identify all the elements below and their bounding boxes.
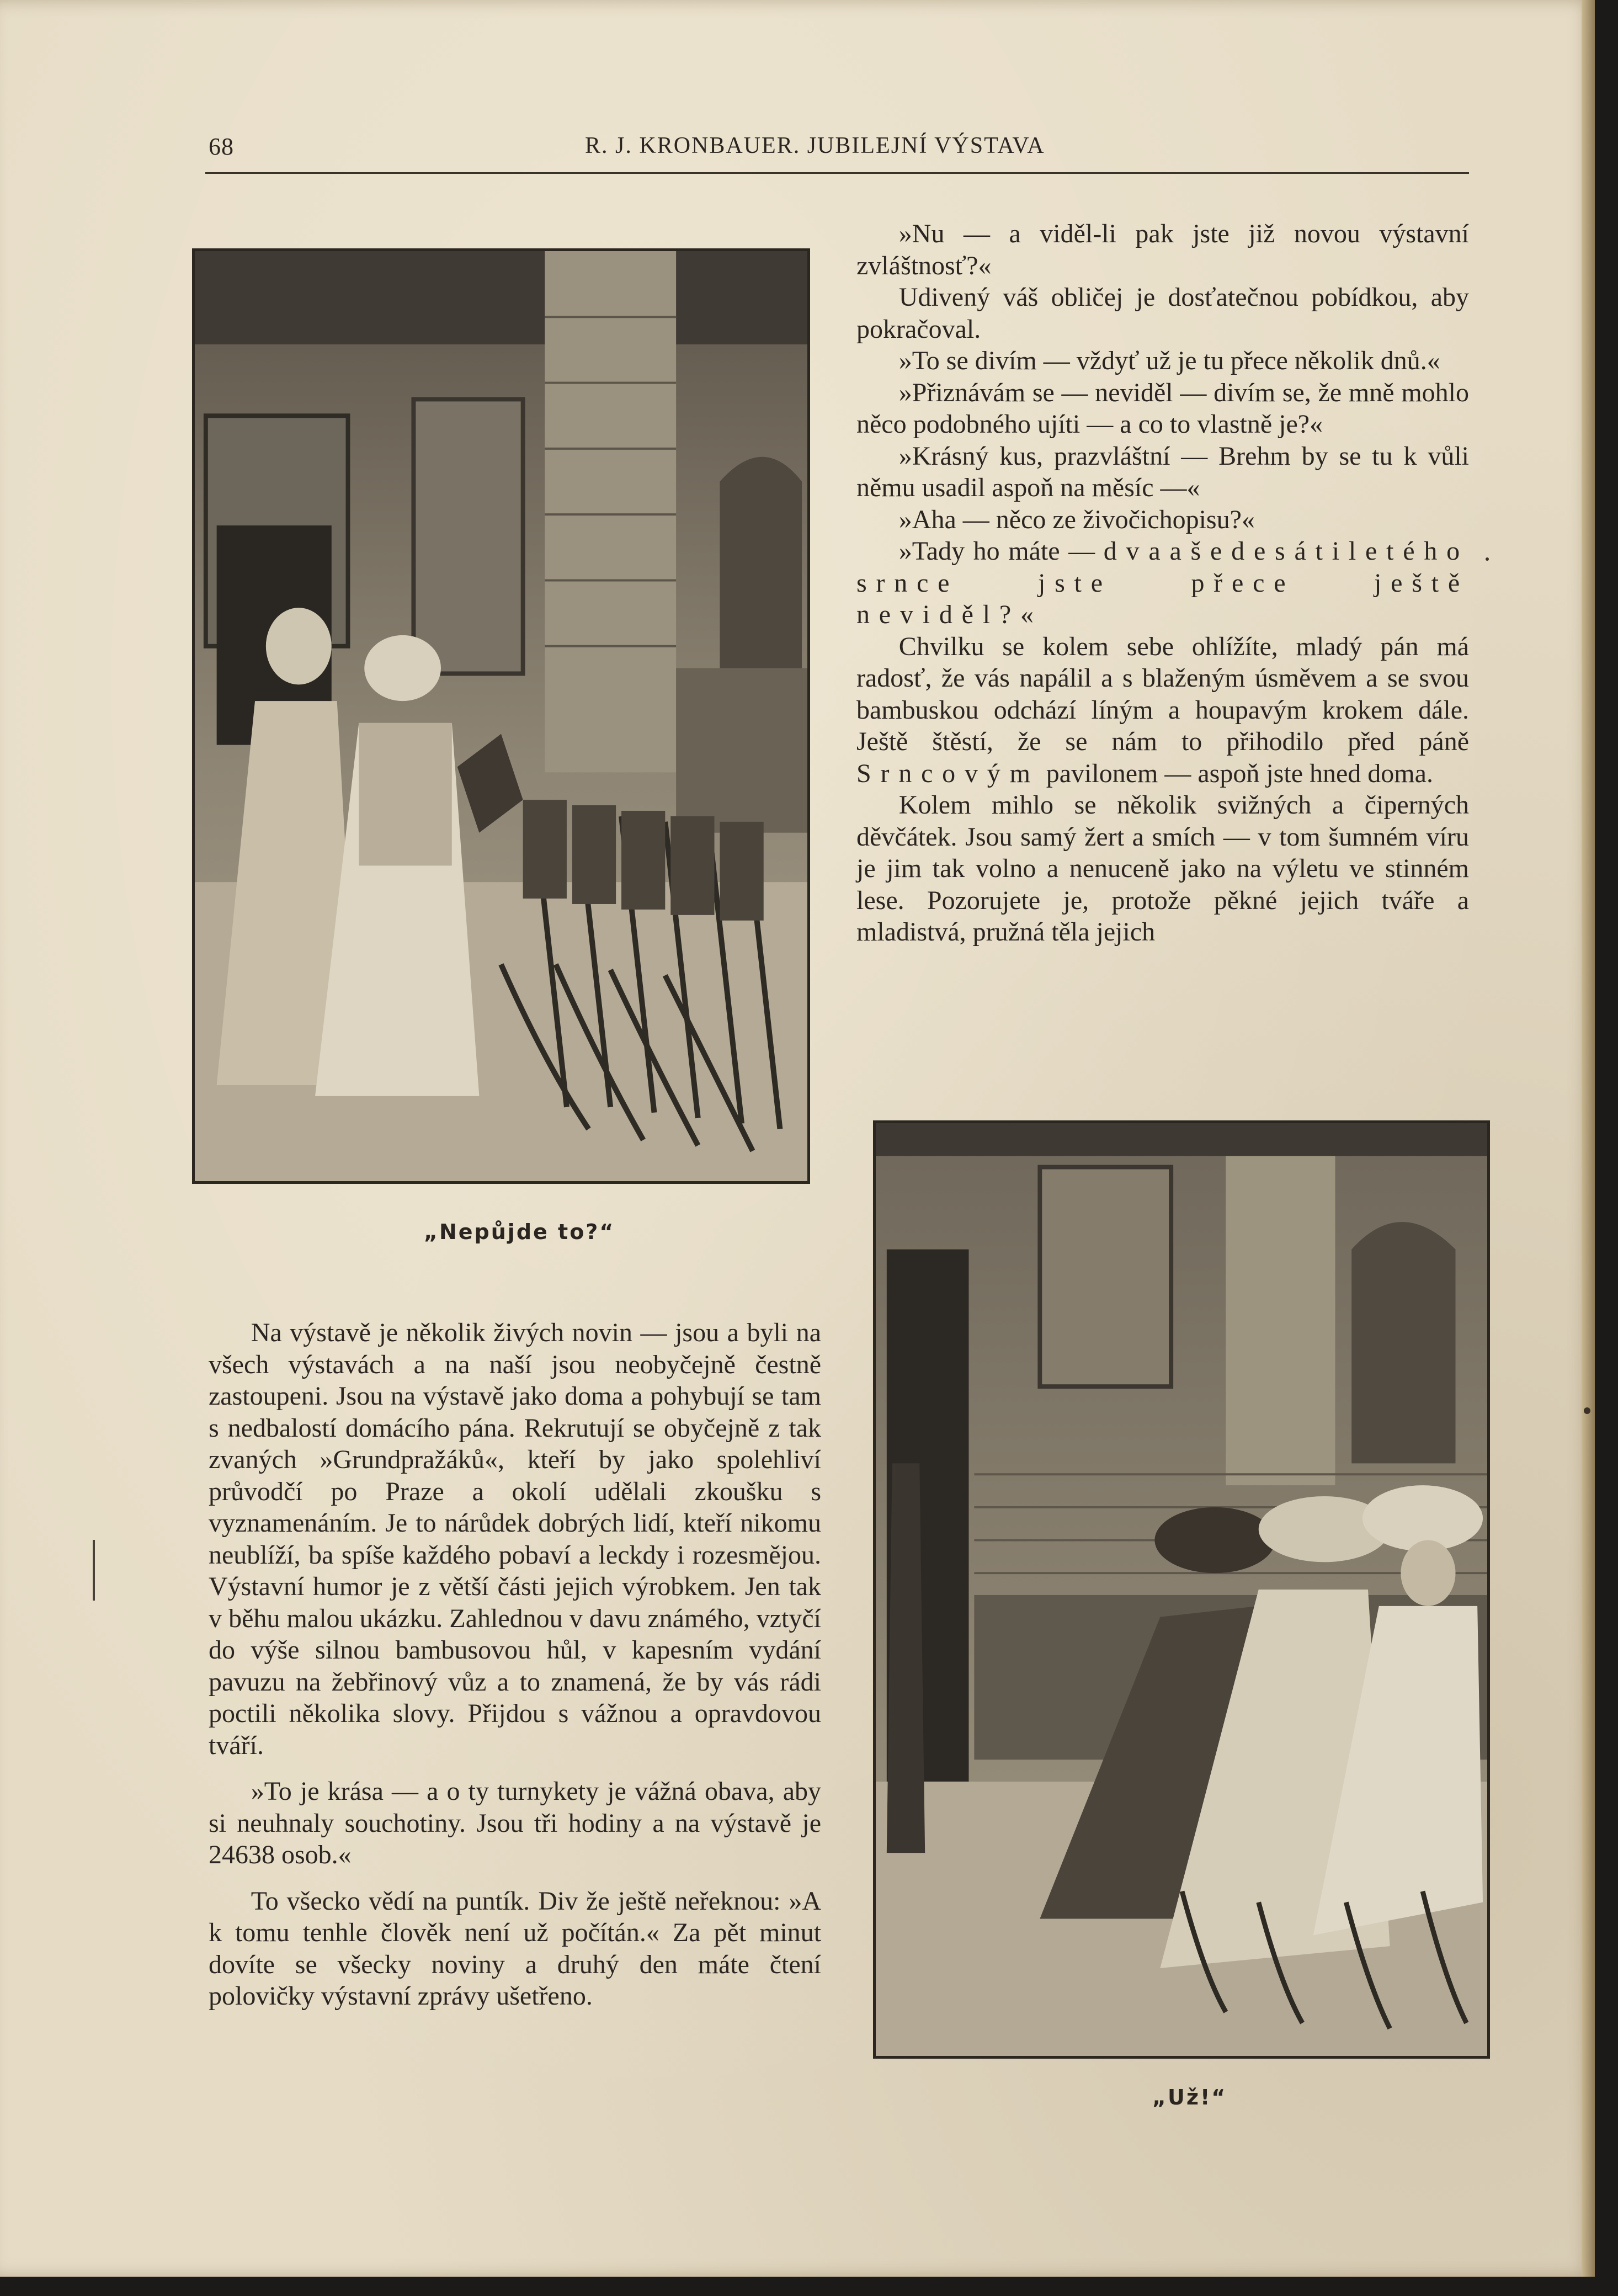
book-spine-edge: [1582, 0, 1595, 2277]
emphasized-text: dvaašedesátiletého srnce jste přece ještě neviděl?: [856, 536, 1469, 629]
text-column-top-right: [856, 218, 1469, 948]
paragraph: To všecko vědí na puntík. Div že ještě neřeknou: »A k tomu tenhle člověk není už počítán.« Za pět minut dovíte se všecky noviny a druhý den máte čtení polovičky výstavní zprávy ušetřeno.: [209, 1886, 821, 2011]
paragraph: »Nu — a viděl-li pak jste již novou výstavní zvláštnosť?«: [856, 219, 1469, 280]
paragraph: »Krásný kus, prazvláštní — Brehm by se tu k vůli němu usadil aspoň na měsíc —«: [856, 441, 1469, 502]
paragraph: Na výstavě je několik živých novin — jsou a byli na všech výstavách a na naší jsou neobyčejně čestně zastoupeni. Jsou na výstavě jako doma a pohybují se tam s nedbalostí domácího pána. Rekrutují se obyčejně z tak zvaných »Grundpražáků«, kteří by jako spolehliví průvodčí po Praze a okolí udělali zkoušku s vyznamenáním. Je to nárůdek dobrých lidí, kteří nikomu neublíží, ba spíše každého pobaví a leckdy i rozesmějou. Výstavní humor je z větší části jejich výrobkem. Jen tak v běhu malou ukázku. Zahlednou v davu známého, vztyčí do výše silnou bambusovou hůl, v kapesním vydání pavuzu na žebřinový vůz a to znamená, že by vás rádi poctili několika slovy. Přijdou s vážnou a opravdovou tváří.: [209, 1318, 821, 1760]
illustration-ladies-at-chairs: [192, 248, 810, 1184]
paragraph-tady: »Tady ho máte — dvaašedesátiletého srnce jste přece ještě neviděl?«: [856, 536, 1469, 629]
paragraph: »Přiznávám se — neviděl — divím se, že mně mohlo něco podobného ujíti — a co to vlastně je?«: [856, 378, 1469, 439]
paragraph-chvilku: Chvilku se kolem sebe ohlížíte, mladý pán má radosť, že vás napálil a s blaženým úsměvem a se svou bambuskou odchází líným a houpavým krokem dále. Ještě štěstí, že se nám to přihodilo před páně Srncovým pavilonem — aspoň jste hned doma.: [856, 631, 1469, 788]
paragraph: »Aha — něco ze živočichopisu?«: [898, 504, 1255, 534]
edge-spot: [1486, 557, 1489, 561]
paragraph: Kolem mihlo se několik svižných a čiperných děvčátek. Jsou samý žert a smích — v tom šumném víru je jim tak volno a nenuceně jako na výletu ve stinném lese. Pozorujete je, protože pěkné jejich tváře a mladistvá, pružná těla jejich: [856, 790, 1469, 947]
emphasized-text: Srncovým: [856, 758, 1040, 788]
margin-pencil-mark: [93, 1540, 95, 1601]
figure-caption-2: „Už!“: [1152, 2085, 1227, 2109]
header-rule: [205, 172, 1469, 174]
edge-spot: [1584, 1407, 1590, 1414]
text-column-bottom-left: [209, 1317, 821, 2012]
paragraph: »To se divím — vždyť už je tu přece několik dnů.«: [898, 346, 1440, 375]
figure-caption-1: „Nepůjde to?“: [424, 1220, 615, 1244]
page-number: 68: [209, 133, 234, 160]
paragraph: Udivený váš obličej je dosťatečnou pobídkou, aby pokračoval.: [856, 283, 1469, 344]
paragraph: »To je krása — a o ty turnykety je vážná obava, aby si neuhnaly souchotiny. Jsou tři hodiny a na výstavě je 24638 osob.«: [209, 1777, 821, 1869]
illustration-seated-ladies: [873, 1120, 1490, 2059]
running-title: R. J. KRONBAUER. JUBILEJNÍ VÝSTAVA: [585, 133, 1045, 158]
